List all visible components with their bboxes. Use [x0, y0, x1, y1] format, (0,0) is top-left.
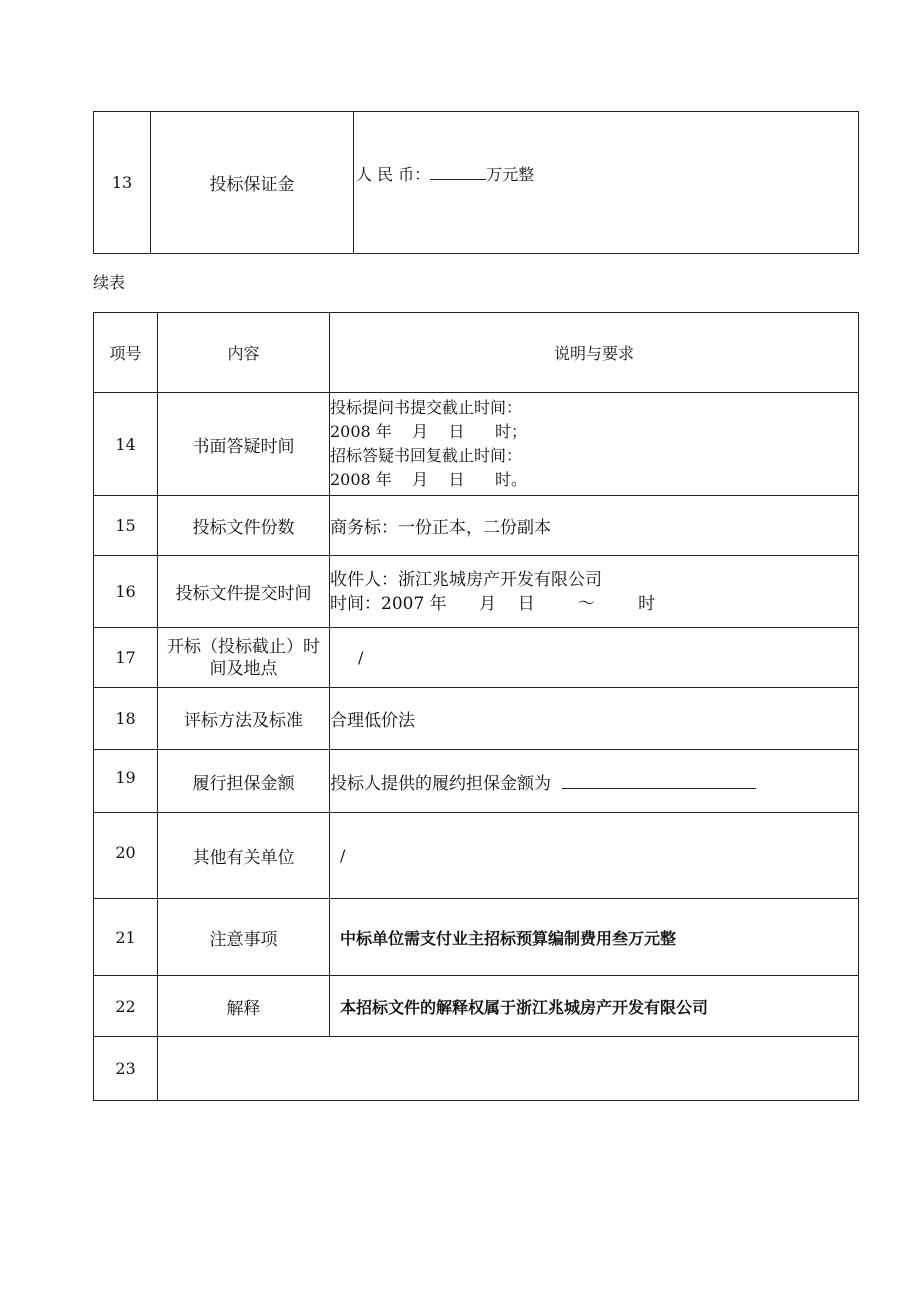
row-item: 评标方法及标准 — [158, 688, 330, 750]
row-number: 23 — [94, 1037, 158, 1101]
bid-info-table-part2 — [93, 312, 859, 1101]
row-item: 投标文件份数 — [158, 496, 330, 556]
submission-time-line: 时间：2007 年 月 日 ～ 时 — [330, 593, 656, 614]
table-row — [94, 976, 859, 1037]
row-description: / — [330, 628, 859, 688]
question-deadline-label: 投标提问书提交截止时间： — [330, 398, 523, 417]
row-description: 中标单位需支付业主招标预算编制费用叁万元整 — [330, 899, 859, 976]
recipient-line: 收件人：浙江兆城房产开发有限公司 — [330, 569, 602, 590]
row-number: 15 — [94, 496, 158, 556]
row-item: 投标保证金 — [151, 112, 354, 254]
header-number: 项号 — [94, 313, 158, 393]
bid-info-table-part1 — [93, 111, 859, 254]
table-row — [94, 556, 859, 628]
row-item-line1: 开标（投标截止）时 — [167, 636, 320, 657]
row-number: 18 — [94, 688, 158, 750]
row-description: 本招标文件的解释权属于浙江兆城房产开发有限公司 — [330, 976, 859, 1037]
row-number: 21 — [94, 899, 158, 976]
row-number: 13 — [94, 112, 151, 254]
table-row — [94, 112, 859, 254]
row-description — [330, 393, 859, 496]
row-item — [158, 628, 330, 688]
table-row — [94, 628, 859, 688]
row-item-line2: 间及地点 — [209, 658, 278, 679]
continued-label: 续表 — [93, 273, 126, 292]
row-item: 解释 — [158, 976, 330, 1037]
row-number: 16 — [94, 556, 158, 628]
header-item: 内容 — [158, 313, 330, 393]
table-row — [94, 496, 859, 556]
question-deadline-date: 2008 年 月 日 时； — [330, 422, 528, 441]
amount-blank — [430, 164, 486, 180]
row-item: 其他有关单位 — [158, 813, 330, 899]
row-number: 17 — [94, 628, 158, 688]
currency-label: 人 民 币： — [356, 165, 431, 184]
currency-unit: 万元整 — [486, 165, 535, 184]
table-row — [94, 1037, 859, 1101]
row-description — [330, 556, 859, 628]
table-row — [94, 899, 859, 976]
row-description: 商务标：一份正本，二份副本 — [330, 496, 859, 556]
row-number: 19 — [94, 750, 158, 813]
row-number: 14 — [94, 393, 158, 496]
header-description: 说明与要求 — [330, 313, 859, 393]
performance-guarantee-label: 投标人提供的履约担保金额为 — [330, 773, 551, 794]
table-row — [94, 750, 859, 813]
row-number: 22 — [94, 976, 158, 1037]
row-description: 合理低价法 — [330, 688, 859, 750]
row-number: 20 — [94, 813, 158, 899]
table-header-row — [94, 313, 859, 393]
row-item: 书面答疑时间 — [158, 393, 330, 496]
guarantee-amount-blank — [562, 773, 756, 789]
row-description: / — [330, 813, 859, 899]
reply-deadline-date: 2008 年 月 日 时。 — [330, 470, 528, 489]
table-row — [94, 393, 859, 496]
reply-deadline-label: 招标答疑书回复截止时间： — [330, 446, 523, 465]
row-item: 注意事项 — [158, 899, 330, 976]
row-item: 投标文件提交时间 — [158, 556, 330, 628]
row-description — [354, 112, 859, 254]
table-row — [94, 813, 859, 899]
table-row — [94, 688, 859, 750]
row-empty-content — [158, 1037, 859, 1101]
row-description — [330, 750, 859, 813]
row-item: 履行担保金额 — [158, 750, 330, 813]
